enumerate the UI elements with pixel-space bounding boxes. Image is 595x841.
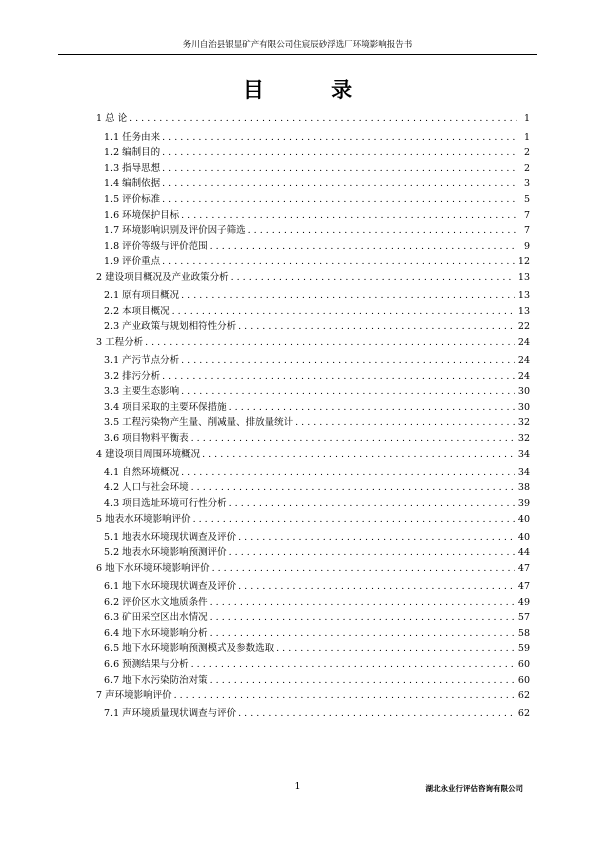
- toc-entry-title: 5.1 地表水环境现状调查及评价: [104, 531, 237, 543]
- toc-page-number: 59: [517, 643, 530, 655]
- toc-leader-dots: [181, 385, 515, 398]
- toc-page-number: 34: [517, 448, 530, 460]
- toc-entry-title: 2.1 原有项目概况: [104, 290, 180, 302]
- toc-section-entry[interactable]: [96, 640, 530, 655]
- toc-section-entry[interactable]: [96, 287, 530, 302]
- toc-chapter-entry[interactable]: [96, 446, 530, 461]
- toc-section-entry[interactable]: [96, 318, 530, 333]
- toc-leader-dots: [191, 432, 515, 445]
- toc-entry-title: 3 工程分析: [96, 336, 144, 348]
- toc-section-entry[interactable]: [96, 578, 530, 593]
- toc-page-number: 13: [517, 290, 530, 302]
- toc-page-number: 39: [517, 497, 530, 509]
- toc-entry-title: 6.2 评价区水文地质条件: [104, 596, 208, 608]
- toc-page-number: 38: [517, 482, 530, 494]
- toc-section-entry[interactable]: [96, 129, 530, 144]
- toc-section-entry[interactable]: [96, 464, 530, 479]
- toc-entry-title: 2.2 本项目概况: [104, 305, 170, 317]
- toc-chapter-entry[interactable]: [96, 110, 530, 125]
- toc-entry-title: 1.7 环境影响识别及评价因子筛选: [104, 225, 246, 237]
- toc-leader-dots: [229, 497, 515, 510]
- toc-entry-title: 3.5 工程污染物产生量、削减量、排放量统计: [104, 417, 294, 429]
- toc-section-entry[interactable]: [96, 253, 530, 268]
- toc-leader-dots: [248, 224, 517, 237]
- toc-leader-dots: [181, 466, 515, 479]
- toc-section-entry[interactable]: [96, 383, 530, 398]
- toc-entry-title: 6.5 地下水环境影响预测模式及参数选取: [104, 643, 275, 655]
- toc-entry-title: 4.2 人口与社会环境: [104, 482, 189, 494]
- toc-entry-title: 4.3 项目选址环境可行性分析: [104, 497, 227, 509]
- toc-leader-dots: [181, 354, 515, 367]
- toc-entry-title: 1.9 评价重点: [104, 256, 161, 268]
- toc-leader-dots: [145, 336, 515, 349]
- toc-section-entry[interactable]: [96, 175, 530, 190]
- toc-entry-title: 1.4 编制依据: [104, 178, 161, 190]
- toc-leader-dots: [276, 642, 515, 655]
- toc-page-number: 62: [517, 708, 530, 720]
- toc-page-number: 2: [523, 162, 530, 174]
- toc-section-entry[interactable]: [96, 495, 530, 510]
- toc-leader-dots: [295, 416, 515, 429]
- toc-entry-title: 1.8 评价等级与评价范围: [104, 240, 208, 252]
- toc-entry-title: 3.6 项目物料平衡表: [104, 433, 189, 444]
- toc-section-entry[interactable]: [96, 625, 530, 640]
- toc-leader-dots: [238, 320, 515, 333]
- toc-page-number: 32: [517, 417, 530, 429]
- toc-section-entry[interactable]: [96, 430, 530, 445]
- toc-entry-title: 1.2 编制目的: [104, 147, 161, 159]
- toc-entry-title: 3.1 产污节点分析: [104, 355, 180, 366]
- toc-leader-dots: [162, 162, 517, 175]
- toc-page-number: 60: [517, 658, 530, 670]
- toc-leader-dots: [238, 531, 515, 544]
- toc-page-number: 9: [523, 240, 530, 252]
- toc-leader-dots: [238, 580, 515, 593]
- toc-leader-dots: [129, 112, 517, 125]
- toc-section-entry[interactable]: [96, 544, 530, 559]
- toc-leader-dots: [181, 289, 515, 302]
- toc-page-number: 1: [523, 113, 530, 124]
- toc-page-number: 32: [517, 433, 530, 444]
- toc-chapter-entry[interactable]: [96, 511, 530, 526]
- footer-company: 湖北永业行评估咨询有限公司: [425, 784, 523, 793]
- toc-section-entry[interactable]: [96, 352, 530, 367]
- toc-page-number: 24: [517, 336, 530, 348]
- toc-entry-title: 3.2 排污分析: [104, 370, 161, 382]
- toc-entry-title: 6.3 矿田采空区出水情况: [104, 612, 208, 624]
- toc-chapter-entry[interactable]: [96, 687, 530, 702]
- toc-page-number: 30: [517, 401, 530, 413]
- toc-leader-dots: [229, 546, 515, 559]
- toc-leader-dots: [162, 370, 515, 383]
- toc-section-entry[interactable]: [96, 479, 530, 494]
- toc-entry-title: 4.1 自然环境概况: [104, 466, 180, 478]
- toc-section-entry[interactable]: [96, 399, 530, 414]
- toc-leader-dots: [231, 271, 515, 284]
- toc-chapter-entry[interactable]: [96, 269, 530, 284]
- toc-leader-dots: [210, 674, 515, 687]
- toc-entry-title: 3.4 项目采取的主要环保措施: [104, 401, 227, 413]
- toc-page-number: 60: [517, 674, 530, 686]
- toc-entry-title: 4 建设项目周围环境概况: [96, 448, 201, 460]
- toc-page-number: 7: [523, 225, 530, 237]
- toc-page-number: 5: [523, 194, 530, 205]
- toc-leader-dots: [193, 513, 515, 526]
- toc-page-number: 62: [517, 690, 530, 702]
- toc-leader-dots: [174, 689, 515, 702]
- toc-section-entry[interactable]: [96, 672, 530, 687]
- toc-leader-dots: [212, 562, 515, 575]
- toc-section-entry[interactable]: [96, 191, 530, 206]
- toc-leader-dots: [191, 658, 515, 671]
- toc-page-number: 22: [517, 321, 530, 333]
- toc-leader-dots: [210, 611, 515, 624]
- toc-entry-title: 5.2 地表水环境影响预测评价: [104, 547, 227, 559]
- page-number: 1: [294, 781, 301, 792]
- toc-entry-title: 6 地下水环境环境影响评价: [96, 562, 210, 574]
- toc-entry-title: 6.4 地下水环境影响分析: [104, 627, 208, 639]
- toc-leader-dots: [162, 131, 517, 144]
- toc-page-number: 3: [523, 178, 530, 190]
- toc-section-entry[interactable]: [96, 705, 530, 720]
- toc-entry-title: 1.3 指导思想: [104, 162, 161, 174]
- toc-leader-dots: [210, 240, 517, 253]
- toc-entry-title: 1.1 任务由来: [104, 131, 161, 143]
- toc-entry-title: 7.1 声环境质量现状调查与评价: [104, 708, 237, 720]
- toc-leader-dots: [191, 481, 515, 494]
- toc-entry-title: 2.3 产业政策与规划相符性分析: [104, 321, 237, 333]
- toc-entry-title: 7 声环境影响评价: [96, 690, 172, 702]
- toc-leader-dots: [181, 209, 517, 222]
- toc-page-number: 1: [523, 131, 530, 143]
- toc-page-number: 30: [517, 386, 530, 398]
- toc-page-number: 13: [517, 272, 530, 283]
- toc-page-number: 7: [523, 209, 530, 221]
- toc-page-number: 24: [517, 355, 530, 366]
- toc-entry-title: 1 总 论: [96, 113, 128, 124]
- toc-leader-dots: [162, 146, 517, 159]
- toc-section-entry[interactable]: [96, 222, 530, 237]
- toc-leader-dots: [162, 255, 515, 268]
- toc-section-entry[interactable]: [96, 656, 530, 671]
- toc-page-number: 2: [523, 147, 530, 159]
- page-title: 目 录: [242, 77, 383, 102]
- toc-page-number: 24: [517, 370, 530, 382]
- toc-entry-title: 2 建设项目概况及产业政策分析: [96, 272, 229, 283]
- toc-entry-title: 6.6 预测结果与分析: [104, 658, 189, 670]
- toc-page-number: 40: [517, 513, 530, 525]
- toc-leader-dots: [210, 627, 515, 640]
- toc-section-entry[interactable]: [96, 303, 530, 318]
- toc-page-number: 49: [517, 596, 530, 608]
- running-header: 务川自治县银显矿产有限公司住宸辰砂浮选厂环境影响报告书: [58, 38, 537, 55]
- toc-page-number: 57: [517, 612, 530, 624]
- toc-section-entry[interactable]: [96, 414, 530, 429]
- toc-chapter-entry[interactable]: [96, 334, 530, 349]
- toc-section-entry[interactable]: [96, 238, 530, 253]
- toc-leader-dots: [162, 177, 517, 190]
- toc-page-number: 34: [517, 466, 530, 478]
- toc-section-entry[interactable]: [96, 609, 530, 624]
- toc-leader-dots: [210, 596, 515, 609]
- toc-entry-title: 6.1 地下水环境现状调查及评价: [104, 580, 237, 592]
- toc-entry-title: 5 地表水环境影响评价: [96, 513, 191, 525]
- toc-page-number: 58: [517, 627, 530, 639]
- toc-section-entry[interactable]: [96, 368, 530, 383]
- toc-entry-title: 6.7 地下水污染防治对策: [104, 674, 208, 686]
- toc-section-entry[interactable]: [96, 144, 530, 159]
- toc-page-number: 44: [517, 547, 530, 559]
- toc-page-number: 12: [517, 256, 530, 268]
- toc-section-entry[interactable]: [96, 207, 530, 222]
- toc-leader-dots: [172, 305, 515, 318]
- toc-section-entry[interactable]: [96, 529, 530, 544]
- toc-leader-dots: [202, 448, 515, 461]
- toc-entry-title: 1.5 评价标准: [104, 194, 161, 205]
- toc-entry-title: 1.6 环境保护目标: [104, 209, 180, 221]
- toc-section-entry[interactable]: [96, 594, 530, 609]
- toc-leader-dots: [162, 193, 517, 206]
- toc-leader-dots: [238, 707, 515, 720]
- toc-entry-title: 3.3 主要生态影响: [104, 386, 180, 398]
- toc-page-number: 13: [517, 305, 530, 317]
- toc-section-entry[interactable]: [96, 160, 530, 175]
- toc-page-number: 40: [517, 531, 530, 543]
- toc-chapter-entry[interactable]: [96, 560, 530, 575]
- toc-page-number: 47: [517, 562, 530, 574]
- toc-leader-dots: [229, 401, 515, 414]
- toc-page-number: 47: [517, 580, 530, 592]
